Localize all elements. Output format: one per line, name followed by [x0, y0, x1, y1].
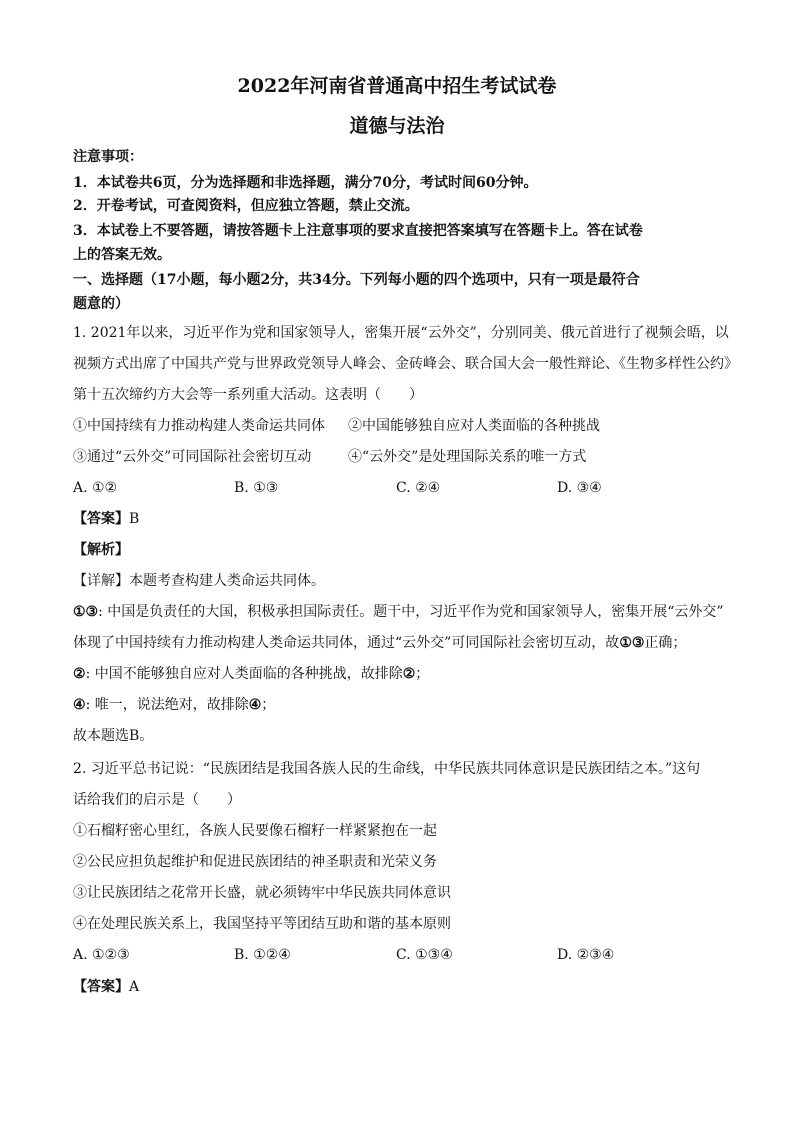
answer-tag: 【答案】	[73, 511, 129, 527]
q2-statement: ③让民族团结之花常开长盛，就必须铸牢中华民族共同体意识	[73, 885, 451, 901]
q1-statement: ④“云外交”是处理国际关系的唯一方式	[348, 449, 587, 465]
q1-analysis-tag: 【解析】	[73, 542, 129, 558]
statement-mark: ①③	[73, 604, 99, 620]
explanation-text: 体现了中国持续有力推动构建人类命运共同体，通过“云外交”可同国际社会密切互动，故	[73, 635, 620, 651]
statement-mark: ②	[73, 666, 86, 682]
q2-statement: ④在处理民族关系上，我国坚持平等团结互助和谐的基本原则	[73, 916, 451, 932]
q1-detail	[73, 572, 325, 590]
q1-stem: 第十五次缔约方大会等一系列重大活动。这表明（ ）	[73, 387, 423, 403]
q1-answer	[73, 510, 139, 528]
q2-statement: ②公民应担负起维护和促进民族团结的神圣职责和光荣义务	[73, 854, 437, 870]
q1-stem: 视频方式出席了中国共产党与世界政党领导人峰会、金砖峰会、联合国大会一般性辩论、《生物多样性公约》	[73, 356, 738, 372]
statement-mark: ④	[73, 697, 86, 713]
notice-item: 2．开卷考试，可查阅资料，但应独立答题，禁止交流。	[73, 198, 419, 214]
q1-explanation-2	[73, 665, 429, 683]
q2-stem: 2. 习近平总书记说：“民族团结是我国各族人民的生命线，中华民族共同体意识是民族团结之本。”这句	[73, 761, 701, 777]
q2-statement: ①石榴籽密心里红，各族人民要像石榴籽一样紧紧抱在一起	[73, 823, 437, 839]
q1-statement: ③通过“云外交”可同国际社会密切互动	[73, 449, 312, 465]
explanation-text: : 中国不能够独自应对人类面临的各种挑战，故排除	[85, 666, 403, 682]
q1-conclusion: 故本题选B。	[73, 728, 154, 744]
answer-value: A	[129, 979, 140, 995]
q1-stem: 1. 2021年以来，习近平作为党和国家领导人，密集开展“云外交”，分别同美、俄元首进行了视频会晤，以	[73, 325, 729, 341]
q2-option-b: B. ①②④	[234, 947, 291, 963]
q1-option-a: A. ①②	[73, 480, 118, 496]
statement-mark: ④	[248, 697, 262, 713]
notice-item: 3．本试卷上不要答题，请按答题卡上注意事项的要求直接把答案填写在答题卡上。答在试卷	[73, 223, 643, 239]
subject-title: 道德与法治	[349, 115, 445, 137]
notice-item: 1．本试卷共6页，分为选择题和非选择题，满分70分，考试时间60分钟。	[73, 175, 538, 191]
statement-mark: ②	[402, 666, 416, 682]
notice-heading: 注意事项：	[73, 149, 143, 165]
q1-option-c: C. ②④	[396, 480, 441, 496]
q2-option-a: A. ①②③	[73, 947, 130, 963]
q1-explanation-3	[73, 696, 275, 714]
q1-explanation-1	[73, 603, 724, 621]
explanation-end: ；	[415, 666, 430, 682]
statement-mark: ①③	[619, 635, 645, 651]
exam-title: 2022年河南省普通高中招生考试试卷	[237, 75, 557, 97]
explanation-text: : 唯一，说法绝对，故排除	[85, 697, 249, 713]
q1-statement: ①中国持续有力推动构建人类命运共同体	[73, 418, 325, 434]
q2-option-c: C. ①③④	[396, 947, 453, 963]
answer-value: B	[129, 511, 140, 527]
explanation-text: : 中国是负责任的大国，积极承担国际责任。题干中，习近平作为党和国家领导人，密集开展“云外交”	[98, 604, 724, 620]
notice-item: 上的答案无效。	[73, 247, 171, 263]
q1-explanation-1-cont	[73, 634, 686, 652]
explanation-end: 正确；	[644, 635, 687, 651]
answer-tag: 【答案】	[73, 979, 129, 995]
section-heading-cont: 题意的）	[73, 296, 129, 312]
q1-option-d: D. ③④	[557, 480, 602, 496]
q2-answer	[73, 978, 139, 996]
q2-option-d: D. ②③④	[557, 947, 615, 963]
detail-tag: 【详解】	[73, 573, 129, 589]
section-heading: 一、选择题（17小题，每小题2分，共34分。下列每小题的四个选项中，只有一项是最符合	[73, 272, 640, 288]
explanation-end: ；	[261, 697, 276, 713]
detail-text: 本题考查构建人类命运共同体。	[129, 573, 325, 589]
q1-option-b: B. ①③	[234, 480, 279, 496]
q2-stem: 话给我们的启示是（ ）	[73, 792, 241, 808]
q1-statement: ②中国能够独自应对人类面临的各种挑战	[348, 418, 600, 434]
